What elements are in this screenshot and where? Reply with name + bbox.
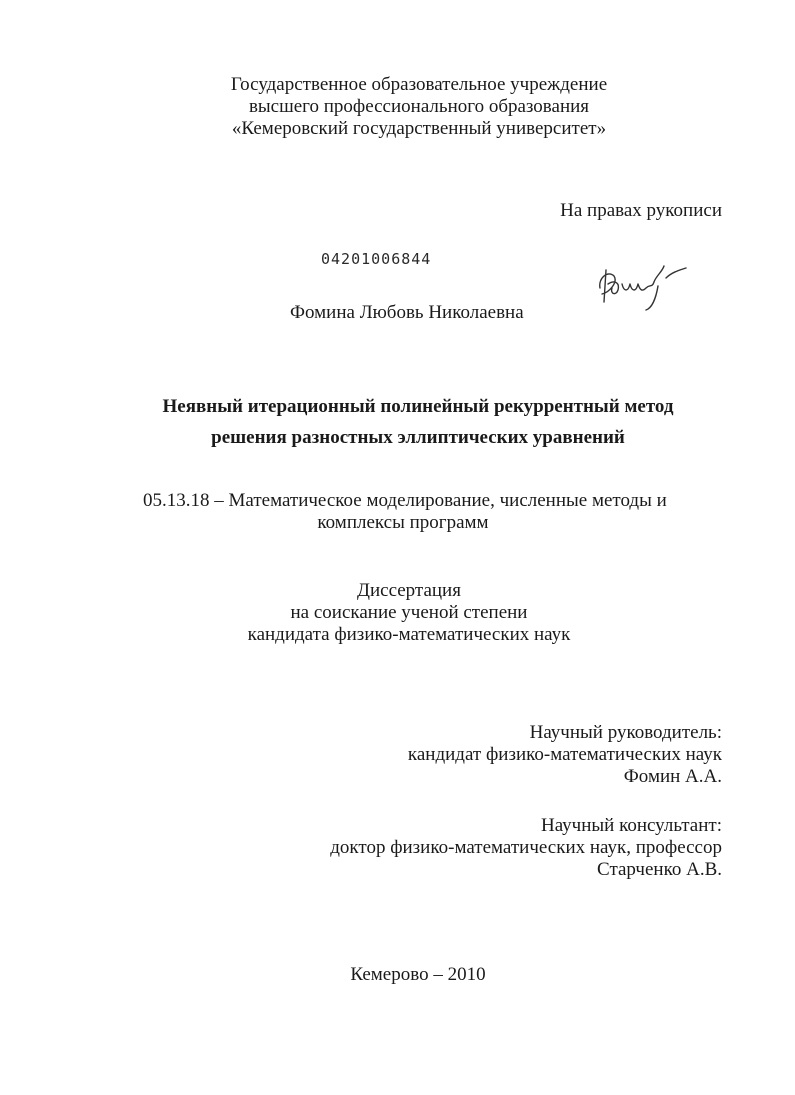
- dissertation-line-3: кандидата физико-математических наук: [247, 624, 571, 645]
- manuscript-note: На правах рукописи: [560, 200, 722, 221]
- supervisor-name: Фомин А.А.: [623, 766, 722, 787]
- supervisor-label: Научный руководитель:: [529, 722, 722, 743]
- consultant-degree: доктор физико-математических наук, профессор: [330, 837, 722, 858]
- title-line-1: Неявный итерационный полинейный рекуррентный метод: [162, 396, 674, 417]
- institution-line-2: высшего профессионального образования: [248, 96, 590, 117]
- specialty-line-1: 05.13.18 – Математическое моделирование, численные методы и: [143, 490, 667, 511]
- registration-number: 04201006844: [321, 250, 432, 268]
- institution-line-3: «Кемеровский государственный университет»: [231, 118, 607, 139]
- consultant-label: Научный консультант:: [540, 815, 722, 836]
- signature-image: [592, 258, 692, 318]
- supervisor-degree: кандидат физико-математических наук: [407, 744, 722, 765]
- dissertation-line-1: Диссертация: [357, 580, 461, 601]
- specialty-line-2: комплексы программ: [317, 512, 489, 533]
- dissertation-line-2: на соискание ученой степени: [290, 602, 528, 623]
- institution-line-1: Государственное образовательное учреждение: [230, 74, 608, 95]
- author-name: Фомина Любовь Николаевна: [290, 302, 524, 323]
- title-line-2: решения разностных эллиптических уравнений: [211, 427, 625, 448]
- city-year: Кемерово – 2010: [350, 964, 486, 985]
- consultant-name: Старченко А.В.: [597, 859, 722, 880]
